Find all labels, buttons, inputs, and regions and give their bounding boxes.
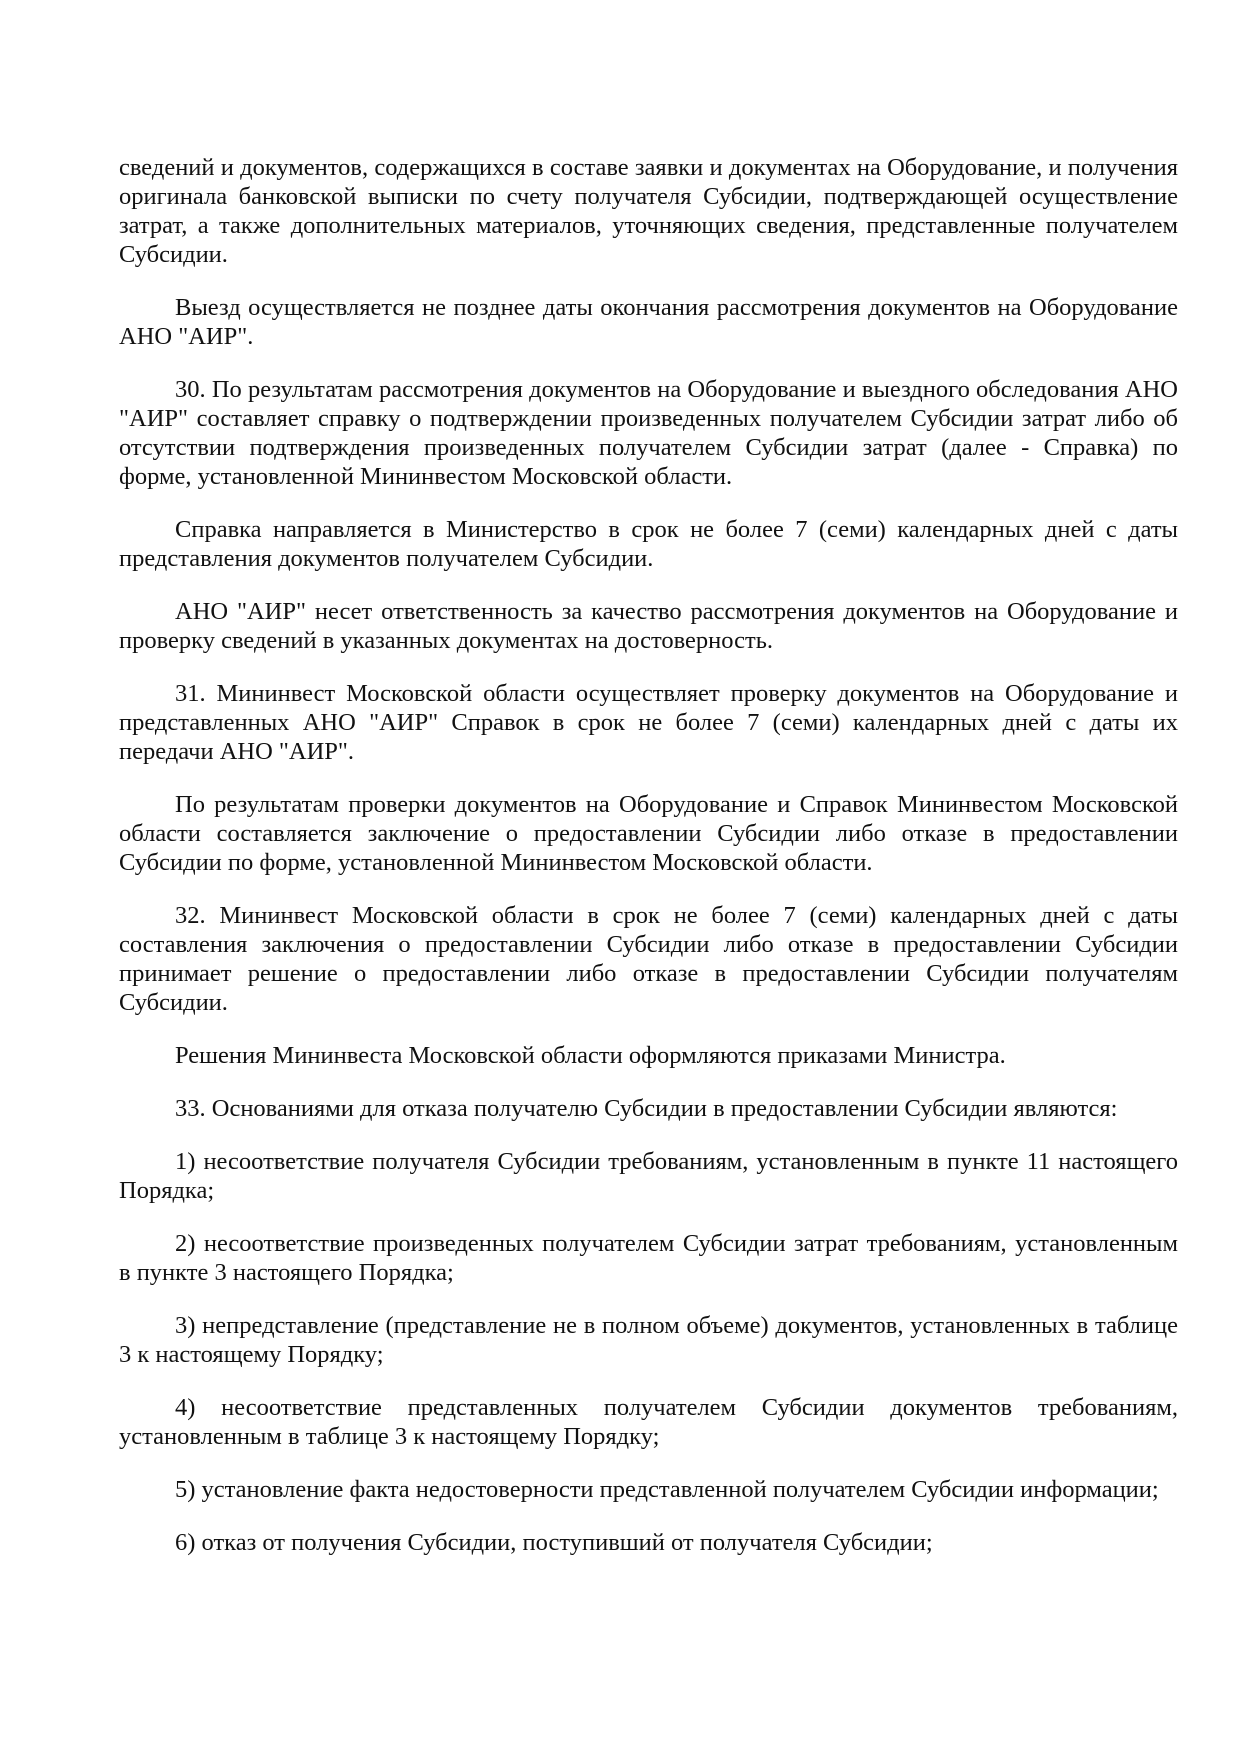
paragraph-32: 32. Мининвест Московской области в срок не более 7 (семи) календарных дней с даты составления заключения о предоставлении Субсидии либо отказе в предоставлении Субсидии принимает решение о предоставлении либо отказе в предоставлении Субсидии получателям Субсидии. (119, 902, 1178, 1016)
list-item-6: 6) отказ от получения Субсидии, поступивший от получателя Субсидии; (175, 1529, 933, 1556)
paragraph-certificate-sent: Справка направляется в Министерство в срок не более 7 (семи) календарных дней с даты представления документов получателем Субсидии. (119, 516, 1178, 572)
list-item-1: 1) несоответствие получателя Субсидии требованиям, установленным в пункте 11 настоящего Порядка; (119, 1148, 1178, 1204)
paragraph-33: 33. Основаниями для отказа получателю Субсидии в предоставлении Субсидии являются: (175, 1095, 1118, 1122)
paragraph-decisions: Решения Мининвеста Московской области оформляются приказами Министра. (175, 1042, 1006, 1069)
paragraph-responsibility: АНО "АИР" несет ответственность за качество рассмотрения документов на Оборудование и проверку сведений в указанных документах на достоверность. (119, 598, 1178, 654)
paragraph-site-visit: Выезд осуществляется не позднее даты окончания рассмотрения документов на Оборудование АНО "АИР". (119, 294, 1178, 350)
paragraph-continuation: сведений и документов, содержащихся в составе заявки и документах на Оборудование, и получения оригинала банковской выписки по счету получателя Субсидии, подтверждающей осуществление затрат, а также дополнительных материалов, уточняющих сведения, представленные получателем Субсидии. (119, 154, 1178, 268)
paragraph-conclusion: По результатам проверки документов на Оборудование и Справок Мининвестом Московской области составляется заключение о предоставлении Субсидии либо отказе в предоставлении Субсидии по форме, установленной Мининвестом Московской области. (119, 791, 1178, 876)
paragraph-31: 31. Мининвест Московской области осуществляет проверку документов на Оборудование и представленных АНО "АИР" Справок в срок не более 7 (семи) календарных дней с даты их передачи АНО "АИР". (119, 680, 1178, 765)
list-item-5: 5) установление факта недостоверности представленной получателем Субсидии информации; (175, 1476, 1159, 1503)
list-item-2: 2) несоответствие произведенных получателем Субсидии затрат требованиям, установленным в пункте 3 настоящего Порядка; (119, 1230, 1178, 1286)
document-page (119, 153, 1178, 1581)
list-item-3: 3) непредставление (представление не в полном объеме) документов, установленных в таблице 3 к настоящему Порядку; (119, 1312, 1178, 1368)
paragraph-30: 30. По результатам рассмотрения документов на Оборудование и выездного обследования АНО "АИР" составляет справку о подтверждении произведенных получателем Субсидии затрат либо об отсутствии подтверждения произведенных получателем Субсидии затрат (далее - Справка) по форме, установленной Мининвестом Московской области. (119, 376, 1178, 490)
list-item-4: 4) несоответствие представленных получателем Субсидии документов требованиям, установленным в таблице 3 к настоящему Порядку; (119, 1394, 1178, 1450)
